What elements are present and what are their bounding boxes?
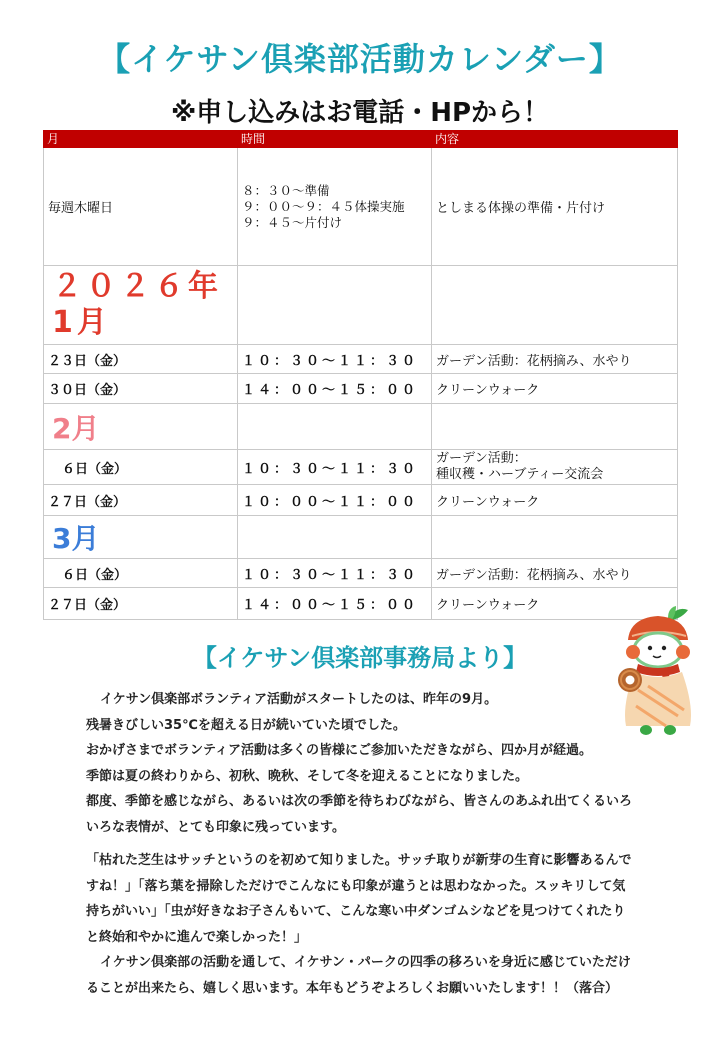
table-row-month-mar xyxy=(44,516,678,559)
event-day: ６日（金） xyxy=(44,559,238,588)
event-content-line: ガーデン活動： xyxy=(436,451,527,466)
event-content-line: 種収穫・ハーブティー交流会 xyxy=(436,467,604,482)
message-line: いろな表情が、とても印象に残っています。 xyxy=(86,819,345,835)
table-row-month-jan xyxy=(44,266,678,345)
table-row xyxy=(44,485,678,516)
month-cell-mar xyxy=(44,516,238,559)
weekly-time-line: ９：００～９：４５体操実施 xyxy=(242,198,405,214)
event-day: ６日（金） xyxy=(44,450,238,485)
event-content: ガーデン活動：花柄摘み、水やり xyxy=(432,345,678,374)
event-content: クリーンウォーク xyxy=(432,374,678,404)
table-row xyxy=(44,450,678,485)
column-header-month: 月 xyxy=(44,131,238,148)
event-day: ２３日（金） xyxy=(44,345,238,374)
event-day: ２７日（金） xyxy=(44,485,238,516)
table-header-row xyxy=(44,131,678,148)
page-subtitle: ※申し込みはお電話・HPから！ xyxy=(170,98,550,128)
message-line: イケサン倶楽部の活動を通して、イケサン・パークの四季の移ろいを身近に感じていただけ xyxy=(100,955,631,970)
activity-calendar-table xyxy=(43,130,678,620)
year-label: ２０２６年 xyxy=(52,269,222,304)
column-header-time: 時間 xyxy=(238,131,432,148)
column-header-content: 内容 xyxy=(432,131,678,148)
table-row xyxy=(44,559,678,588)
weekly-time-line: ９：４５～片付け xyxy=(242,214,343,230)
month-label-jan: 1月 xyxy=(52,305,111,340)
event-time: １０：３０～１１：３０ xyxy=(238,559,432,588)
month-label-feb: 2月 xyxy=(52,411,100,445)
event-day: ３０日（金） xyxy=(44,374,238,404)
message-line: と終始和やかに進んで楽しかった！」 xyxy=(86,929,308,945)
table-row xyxy=(44,374,678,404)
event-time: １４：００～１５：００ xyxy=(238,588,432,620)
event-time: １０：３０～１１：３０ xyxy=(238,450,432,485)
table-row-month-feb xyxy=(44,404,678,450)
event-content xyxy=(432,450,678,485)
message-line: 「枯れた芝生はサッチというのを初めて知りました。サッチ取りが新芽の生育に影響あるんで xyxy=(86,853,632,868)
month-label-mar: 3月 xyxy=(52,522,100,555)
table-row xyxy=(44,345,678,374)
office-message-paragraph-1 xyxy=(86,687,686,840)
message-line: すね！」「落ち葉を掃除しただけでこんなにも印象が違うとは思わなかった。スッキリして気 xyxy=(86,878,626,894)
weekly-day: 毎週木曜日 xyxy=(44,148,238,266)
table-row xyxy=(44,588,678,620)
event-time: １０：００～１１：００ xyxy=(238,485,432,516)
message-line: ることが出来たら、嬉しく思います。本年もどうぞよろしくお願いいたします！！（落合） xyxy=(86,980,618,996)
table-row-weekly xyxy=(44,148,678,266)
event-day: ２７日（金） xyxy=(44,588,238,620)
office-section-heading: 【イケサン倶楽部事務局より】 xyxy=(192,644,528,672)
message-line: 季節は夏の終わりから、初秋、晩秋、そして冬を迎えることになりました。 xyxy=(86,768,529,784)
event-content: ガーデン活動：花柄摘み、水やり xyxy=(432,559,678,588)
event-content: クリーンウォーク xyxy=(432,485,678,516)
office-message-paragraph-2 xyxy=(86,848,686,950)
message-line: おかげさまでボランティア活動は多くの皆様にご参加いただきながら、四か月が経過。 xyxy=(86,743,592,758)
weekly-content: としまる体操の準備・片付け xyxy=(432,148,678,266)
message-line: 持ちがいい」「虫が好きなお子さんもいて、こんな寒い中ダンゴムシなどを見つけてくれたり xyxy=(86,904,626,919)
event-time: １０：３０～１１：３０ xyxy=(238,345,432,374)
weekly-time-line: ８：３０～準備 xyxy=(242,182,330,198)
message-line: イケサン倶楽部ボランティア活動がスタートしたのは、昨年の9月。 xyxy=(100,692,498,707)
page-title: 【イケサン倶楽部活動カレンダー】 xyxy=(98,40,622,78)
event-time: １４：００～１５：００ xyxy=(238,374,432,404)
month-cell-jan xyxy=(44,266,238,345)
message-line: 残暑きびしい35℃を超える日が続いていた頃でした。 xyxy=(86,717,406,733)
weekly-time xyxy=(238,148,432,266)
message-line: 都度、季節を感じながら、あるいは次の季節を待ちわびながら、皆さんのあふれ出てくるいろ xyxy=(86,794,633,809)
month-cell-feb xyxy=(44,404,238,450)
event-content: クリーンウォーク xyxy=(432,588,678,620)
office-message-paragraph-3 xyxy=(86,950,686,1001)
